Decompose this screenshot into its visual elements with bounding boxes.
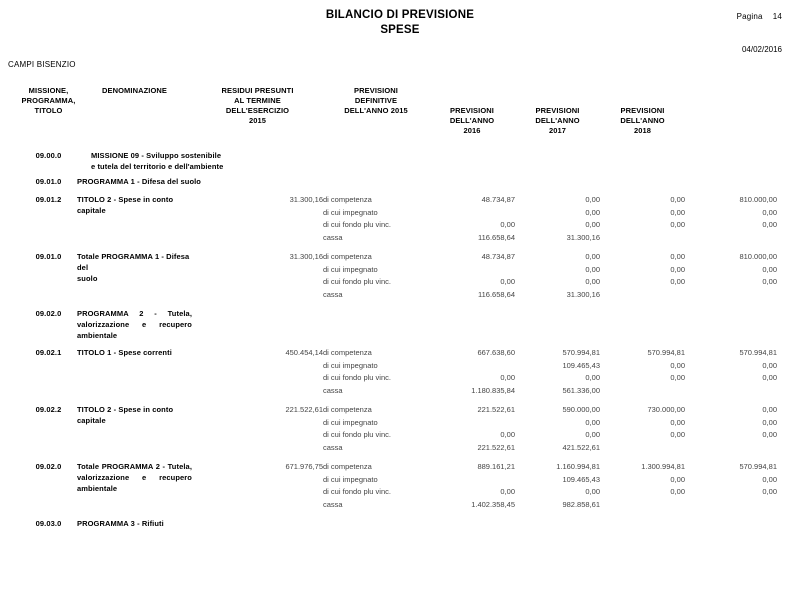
amount-2018-fondo: 0,00: [762, 277, 777, 286]
amount-2017-competenza: 730.000,00: [647, 405, 685, 414]
row-detail-labels: [323, 194, 429, 251]
amount-2016-competenza: 570.994,81: [562, 348, 600, 357]
table-row: [20, 347, 780, 404]
row-amounts-2016: [515, 251, 600, 308]
row-detail-labels: [323, 518, 429, 538]
row-amounts-definitive: [429, 404, 515, 461]
label-competenza: di competenza: [323, 348, 372, 357]
row-detail-labels: [323, 347, 429, 404]
col-header-2016-line3: 2016: [463, 126, 481, 135]
row-code: 09.02.0: [35, 309, 62, 318]
label-fondo: di cui fondo plu vinc.: [323, 277, 391, 286]
row-denominazione-line1: TITOLO 2 - Spese in conto capitale: [77, 195, 174, 215]
row-amounts-2016: [515, 404, 600, 461]
amount-definitive-competenza: 667.638,60: [477, 348, 515, 357]
amount-definitive-cassa: 116.658,64: [478, 289, 515, 299]
row-residui: 671.976,75: [285, 462, 323, 471]
label-competenza: di competenza: [323, 405, 372, 414]
title-block: [0, 8, 800, 38]
amount-2016-fondo: 0,00: [585, 487, 600, 496]
row-denominazione: [77, 518, 259, 538]
col-header-2018-line2: DELL'ANNO: [620, 116, 665, 125]
row-residui: 31.300,16: [289, 252, 323, 261]
row-amounts-2017: [600, 518, 685, 538]
amount-2017-fondo: 0,00: [670, 487, 685, 496]
label-impegnato: di cui impegnato: [323, 207, 378, 217]
amount-definitive-cassa: 116.658,64: [478, 232, 515, 242]
amount-definitive-cassa: 1.402.358,45: [471, 499, 515, 509]
row-amounts-2016: [515, 347, 600, 404]
amount-2018-impegnato: 0,00: [762, 264, 777, 274]
amount-definitive-impegnato: [429, 474, 515, 487]
row-denominazione: [77, 251, 192, 308]
amount-2017-cassa: [600, 289, 685, 302]
col-header-2016-line1: PREVISIONI: [450, 106, 494, 115]
row-denominazione-line1: TITOLO 1 - Spese correnti: [77, 348, 172, 357]
row-amounts-definitive: [429, 347, 515, 404]
amount-2018-cassa: [685, 232, 777, 245]
col-header-2018-line1: PREVISIONI: [620, 106, 665, 115]
table-row: [20, 150, 780, 176]
amount-2017-impegnato: 0,00: [670, 264, 685, 274]
col-header-anno-2016: [429, 106, 515, 150]
row-detail-labels: [323, 150, 429, 176]
row-denominazione-line1: Totale PROGRAMMA 1 - Difesa del: [77, 252, 190, 272]
amount-2017-impegnato: 0,00: [670, 417, 685, 427]
row-amounts-2018: [685, 150, 780, 176]
amount-2018-cassa: [685, 385, 777, 398]
row-amounts-2018: [685, 518, 780, 538]
amount-2016-fondo: 0,00: [585, 220, 600, 229]
label-impegnato: di cui impegnato: [323, 417, 378, 427]
col-header-code-line2: PROGRAMMA,: [21, 96, 76, 105]
document-header: [0, 0, 800, 74]
amount-2018-competenza: 810.000,00: [739, 195, 777, 204]
row-amounts-2016: [515, 461, 600, 518]
amount-definitive-fondo: 0,00: [500, 373, 515, 382]
label-cassa: cassa: [323, 289, 343, 299]
amount-2018-cassa: [685, 499, 777, 512]
page-number: 14: [772, 12, 782, 21]
table-header: [20, 86, 780, 150]
row-denominazione-line1: PROGRAMMA 1 - Difesa del suolo: [77, 177, 201, 186]
row-code: 09.00.0: [35, 151, 62, 160]
amount-2018-competenza: 570.994,81: [739, 348, 777, 357]
row-residui: 31.300,16: [289, 195, 323, 204]
row-amounts-2018: [685, 404, 780, 461]
amount-definitive-fondo: 0,00: [500, 220, 515, 229]
row-amounts-definitive: [429, 518, 515, 538]
col-header-2016-line2: DELL'ANNO: [449, 116, 495, 125]
amount-2016-impegnato: 0,00: [585, 264, 600, 274]
label-cassa: cassa: [323, 442, 343, 452]
row-detail-labels: [323, 176, 429, 194]
label-fondo: di cui fondo plu vinc.: [323, 220, 391, 229]
amount-2016-impegnato: 0,00: [585, 417, 600, 427]
col-header-definitive-line2: DEFINITIVE: [354, 96, 398, 105]
amount-definitive-impegnato: [429, 207, 515, 220]
label-impegnato: di cui impegnato: [323, 474, 378, 484]
entity-name: CAMPI BISENZIO: [8, 60, 76, 69]
row-amounts-2018: [685, 194, 780, 251]
amount-2017-competenza: 570.994,81: [647, 348, 685, 357]
row-residui: 450.454,14: [285, 348, 323, 357]
col-header-definitive-line3: DELL'ANNO 2015: [344, 106, 408, 115]
col-header-code-line1: MISSIONE,: [28, 86, 69, 95]
amount-2017-competenza: 1.300.994,81: [641, 462, 685, 471]
page-subtitle: SPESE: [380, 24, 420, 36]
amount-2018-impegnato: 0,00: [762, 207, 777, 217]
col-header-residui-line4: 2015: [248, 116, 267, 125]
label-cassa: cassa: [323, 499, 343, 509]
row-amounts-2017: [600, 194, 685, 251]
amount-2018-impegnato: 0,00: [762, 360, 777, 370]
amount-definitive-cassa: 221.522,61: [477, 442, 515, 452]
row-denominazione: [77, 308, 192, 347]
amount-definitive-fondo: 0,00: [500, 487, 515, 496]
col-header-previsioni-band: [429, 86, 685, 106]
row-denominazione: [77, 347, 192, 404]
col-header-residui-line3: DELL'ESERCIZIO: [225, 106, 290, 115]
row-denominazione-line1: TITOLO 2 - Spese in conto capitale: [77, 405, 174, 425]
budget-table: [20, 86, 780, 538]
amount-2018-fondo: 0,00: [762, 430, 777, 439]
label-fondo: di cui fondo plu vinc.: [323, 373, 391, 382]
row-denominazione-line2: valorizzazione e recupero: [77, 320, 192, 329]
amount-2017-impegnato: 0,00: [670, 474, 685, 484]
row-amounts-definitive: [429, 194, 515, 251]
amount-2016-competenza: 0,00: [585, 195, 600, 204]
amount-2017-fondo: 0,00: [670, 220, 685, 229]
header-row-top: [20, 86, 780, 106]
row-residui: [192, 308, 323, 347]
col-header-code: [20, 86, 77, 150]
row-denominazione-line2: e tutela del territorio e dell'ambiente: [91, 162, 224, 171]
col-header-residui-line2: AL TERMINE: [234, 96, 281, 105]
row-detail-labels: [323, 308, 429, 347]
amount-2017-impegnato: 0,00: [670, 207, 685, 217]
label-cassa: cassa: [323, 385, 343, 395]
row-residui: [259, 150, 323, 176]
amount-2018-competenza: 810.000,00: [739, 252, 777, 261]
amount-2016-impegnato: 109.465,43: [562, 474, 600, 484]
row-amounts-2017: [600, 404, 685, 461]
row-code: 09.01.0: [35, 252, 62, 261]
row-code: 09.01.2: [35, 195, 62, 204]
label-competenza: di competenza: [323, 252, 372, 261]
row-amounts-2018: [685, 251, 780, 308]
table-row: [20, 176, 780, 194]
label-impegnato: di cui impegnato: [323, 264, 378, 274]
row-code: 09.02.2: [35, 405, 62, 414]
row-amounts-2017: [600, 251, 685, 308]
amount-2017-fondo: 0,00: [670, 373, 685, 382]
amount-2018-fondo: 0,00: [762, 220, 777, 229]
row-detail-labels: [323, 461, 429, 518]
amount-2016-cassa: 31.300,16: [566, 289, 600, 299]
col-header-2017-line1: PREVISIONI: [535, 106, 580, 115]
row-amounts-2017: [600, 176, 685, 194]
row-denominazione-line1: Totale PROGRAMMA 2 - Tutela,: [77, 462, 192, 471]
row-denominazione-line3: ambientale: [77, 484, 118, 493]
amount-definitive-impegnato: [429, 360, 515, 373]
col-header-2018-line3: 2018: [633, 126, 652, 135]
col-header-definitive-2015: [323, 86, 429, 150]
amount-definitive-impegnato: [429, 264, 515, 277]
row-amounts-2018: [685, 461, 780, 518]
row-amounts-2017: [600, 308, 685, 347]
row-amounts-2017: [600, 150, 685, 176]
col-header-2017-line2: DELL'ANNO: [535, 116, 580, 125]
row-amounts-2018: [685, 176, 780, 194]
amount-2018-competenza: 570.994,81: [739, 462, 777, 471]
row-amounts-definitive: [429, 461, 515, 518]
row-code: 09.02.0: [35, 462, 62, 471]
row-amounts-2018: [685, 347, 780, 404]
row-denominazione: [77, 150, 259, 176]
label-fondo: di cui fondo plu vinc.: [323, 430, 391, 439]
amount-2016-competenza: 590.000,00: [562, 405, 600, 414]
table-row: [20, 404, 780, 461]
amount-2016-impegnato: 109.465,43: [562, 360, 600, 370]
label-competenza: di competenza: [323, 195, 372, 204]
amount-definitive-competenza: 221.522,61: [477, 405, 515, 414]
row-denominazione-line1: PROGRAMMA 2 - Tutela,: [77, 309, 192, 318]
row-amounts-2016: [515, 150, 600, 176]
row-code: 09.02.1: [35, 348, 62, 357]
amount-2018-cassa: [685, 289, 777, 302]
label-competenza: di competenza: [323, 462, 372, 471]
row-denominazione-line1: PROGRAMMA 3 - Rifiuti: [77, 519, 164, 528]
amount-2016-fondo: 0,00: [585, 430, 600, 439]
amount-2018-cassa: [685, 442, 777, 455]
page-indicator: [737, 12, 782, 21]
table-row: [20, 518, 780, 538]
row-denominazione: [77, 404, 192, 461]
row-amounts-2018: [685, 308, 780, 347]
amount-2017-fondo: 0,00: [670, 430, 685, 439]
row-amounts-definitive: [429, 176, 515, 194]
amount-2018-fondo: 0,00: [762, 487, 777, 496]
row-amounts-2017: [600, 347, 685, 404]
row-code: 09.03.0: [35, 519, 62, 528]
table-row: [20, 194, 780, 251]
amount-2016-cassa: 982.858,61: [562, 499, 600, 509]
amount-2017-competenza: 0,00: [670, 195, 685, 204]
row-denominazione-line1: MISSIONE 09 - Sviluppo sostenibile: [91, 151, 222, 160]
amount-2017-competenza: 0,00: [670, 252, 685, 261]
amount-2016-competenza: 0,00: [585, 252, 600, 261]
row-denominazione: [77, 194, 192, 251]
page-title: BILANCIO DI PREVISIONE: [325, 9, 475, 21]
row-amounts-definitive: [429, 251, 515, 308]
row-denominazione-line2: suolo: [77, 274, 98, 283]
col-header-anno-2018: [600, 106, 685, 150]
page-label: Pagina: [736, 12, 763, 21]
amount-definitive-cassa: 1.180.835,84: [471, 385, 515, 395]
amount-2017-cassa: [600, 499, 685, 512]
row-amounts-2016: [515, 518, 600, 538]
row-residui: [259, 518, 323, 538]
col-header-definitive-line1: PREVISIONI: [354, 86, 398, 95]
amount-definitive-fondo: 0,00: [500, 277, 515, 286]
amount-2016-impegnato: 0,00: [585, 207, 600, 217]
table-row: [20, 461, 780, 518]
amount-definitive-impegnato: [429, 417, 515, 430]
col-header-2017-line3: 2017: [548, 126, 567, 135]
table-row: [20, 251, 780, 308]
amount-2018-fondo: 0,00: [762, 373, 777, 382]
row-amounts-2016: [515, 308, 600, 347]
row-denominazione-line3: ambientale: [77, 331, 118, 340]
row-code: 09.01.0: [35, 177, 62, 186]
col-header-residui: [192, 86, 323, 150]
row-amounts-2017: [600, 461, 685, 518]
row-residui: [259, 176, 323, 194]
row-detail-labels: [323, 251, 429, 308]
amount-2016-fondo: 0,00: [585, 373, 600, 382]
row-denominazione: [77, 461, 192, 518]
amount-definitive-fondo: 0,00: [500, 430, 515, 439]
col-header-denominazione: DENOMINAZIONE: [101, 86, 168, 95]
amount-definitive-competenza: 48.734,87: [481, 195, 515, 204]
label-fondo: di cui fondo plu vinc.: [323, 487, 391, 496]
row-amounts-definitive: [429, 308, 515, 347]
row-amounts-2016: [515, 176, 600, 194]
amount-2016-cassa: 421.522,61: [562, 442, 600, 452]
amount-2016-cassa: 31.300,16: [566, 232, 600, 242]
row-denominazione-line2: valorizzazione e recupero: [77, 473, 192, 482]
amount-2018-competenza: 0,00: [762, 405, 777, 414]
document-date: 04/02/2016: [741, 45, 782, 54]
row-detail-labels: [323, 404, 429, 461]
label-impegnato: di cui impegnato: [323, 360, 378, 370]
col-header-code-line3: TITOLO: [34, 106, 63, 115]
table-row: [20, 308, 780, 347]
row-residui: 221.522,61: [285, 405, 323, 414]
amount-definitive-competenza: 48.734,87: [481, 252, 515, 261]
col-header-residui-line1: RESIDUI PRESUNTI: [221, 86, 294, 95]
amount-2017-cassa: [600, 232, 685, 245]
amount-2016-competenza: 1.160.994,81: [556, 462, 600, 471]
col-header-anno-2017: [515, 106, 600, 150]
budget-table-wrapper: [20, 86, 780, 538]
label-cassa: cassa: [323, 232, 343, 242]
table-body: [20, 150, 780, 538]
amount-2018-impegnato: 0,00: [762, 417, 777, 427]
row-amounts-definitive: [429, 150, 515, 176]
amount-2017-cassa: [600, 385, 685, 398]
amount-2016-fondo: 0,00: [585, 277, 600, 286]
row-denominazione: [77, 176, 259, 194]
amount-2017-fondo: 0,00: [670, 277, 685, 286]
row-amounts-2016: [515, 194, 600, 251]
amount-2017-cassa: [600, 442, 685, 455]
amount-definitive-competenza: 889.161,21: [477, 462, 515, 471]
amount-2018-impegnato: 0,00: [762, 474, 777, 484]
amount-2017-impegnato: 0,00: [670, 360, 685, 370]
amount-2016-cassa: 561.336,00: [562, 385, 600, 395]
